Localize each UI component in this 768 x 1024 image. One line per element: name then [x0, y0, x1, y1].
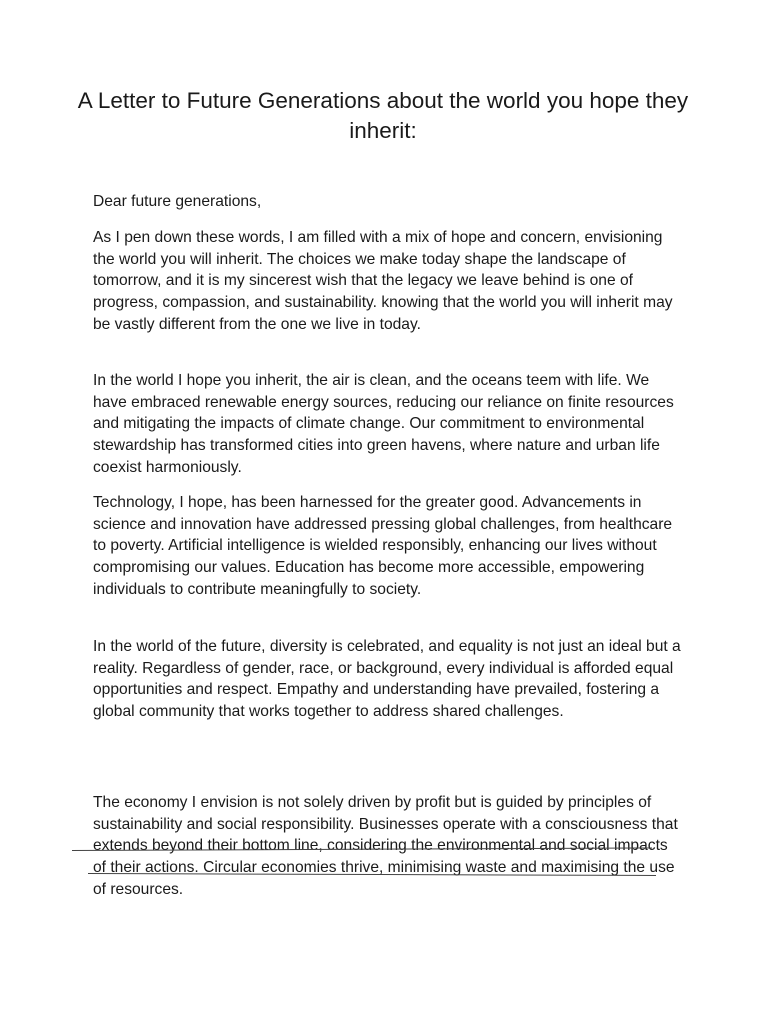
paragraph-5: The economy I envision is not solely driven by profit but is guided by principles of sustainability and social responsibility. Businesses operate with a consciousness that extends beyond their bottom line, considering the environmental and social impacts of their actions. Circular economies thrive, minimising waste and maximising the use of resources.	[93, 794, 678, 898]
paragraph-1: As I pen down these words, I am filled with a mix of hope and concern, envisioning the world you will inherit. The choices we make today shape the landscape of tomorrow, and it is my sincerest wish that the legacy we leave behind is one of progress, compassion, and sustainability. knowing that the world you will inherit may be vastly different from the one we live in today.	[93, 229, 673, 333]
salutation: Dear future generations,	[93, 193, 262, 210]
paragraph-3: Technology, I hope, has been harnessed for the greater good. Advancements in science and innovation have addressed pressing global challenges, from healthcare to poverty. Artificial intelligence is wielded responsibly, enhancing our lives without compromising our values. Education has become more accessible, empowering individuals to contribute meaningfully to society.	[93, 494, 673, 598]
document-title: A Letter to Future Generations about the world you hope they inherit:	[77, 88, 689, 143]
paragraph-4: In the world of the future, diversity is celebrated, and equality is not just an ideal but a reality. Regardless of gender, race, or background, every individual is afforded equal opportunities and respect. Empathy and understanding have prevailed, fostering a global community that works together to address shared challenges.	[93, 638, 681, 721]
paragraph-2: In the world I hope you inherit, the air is clean, and the oceans teem with life. We have embraced renewable energy sources, reducing our reliance on finite resources and mitigating the impacts of climate change. Our commitment to environmental stewardship has transformed cities into green havens, where nature and urban life coexist harmoniously.	[93, 372, 674, 476]
